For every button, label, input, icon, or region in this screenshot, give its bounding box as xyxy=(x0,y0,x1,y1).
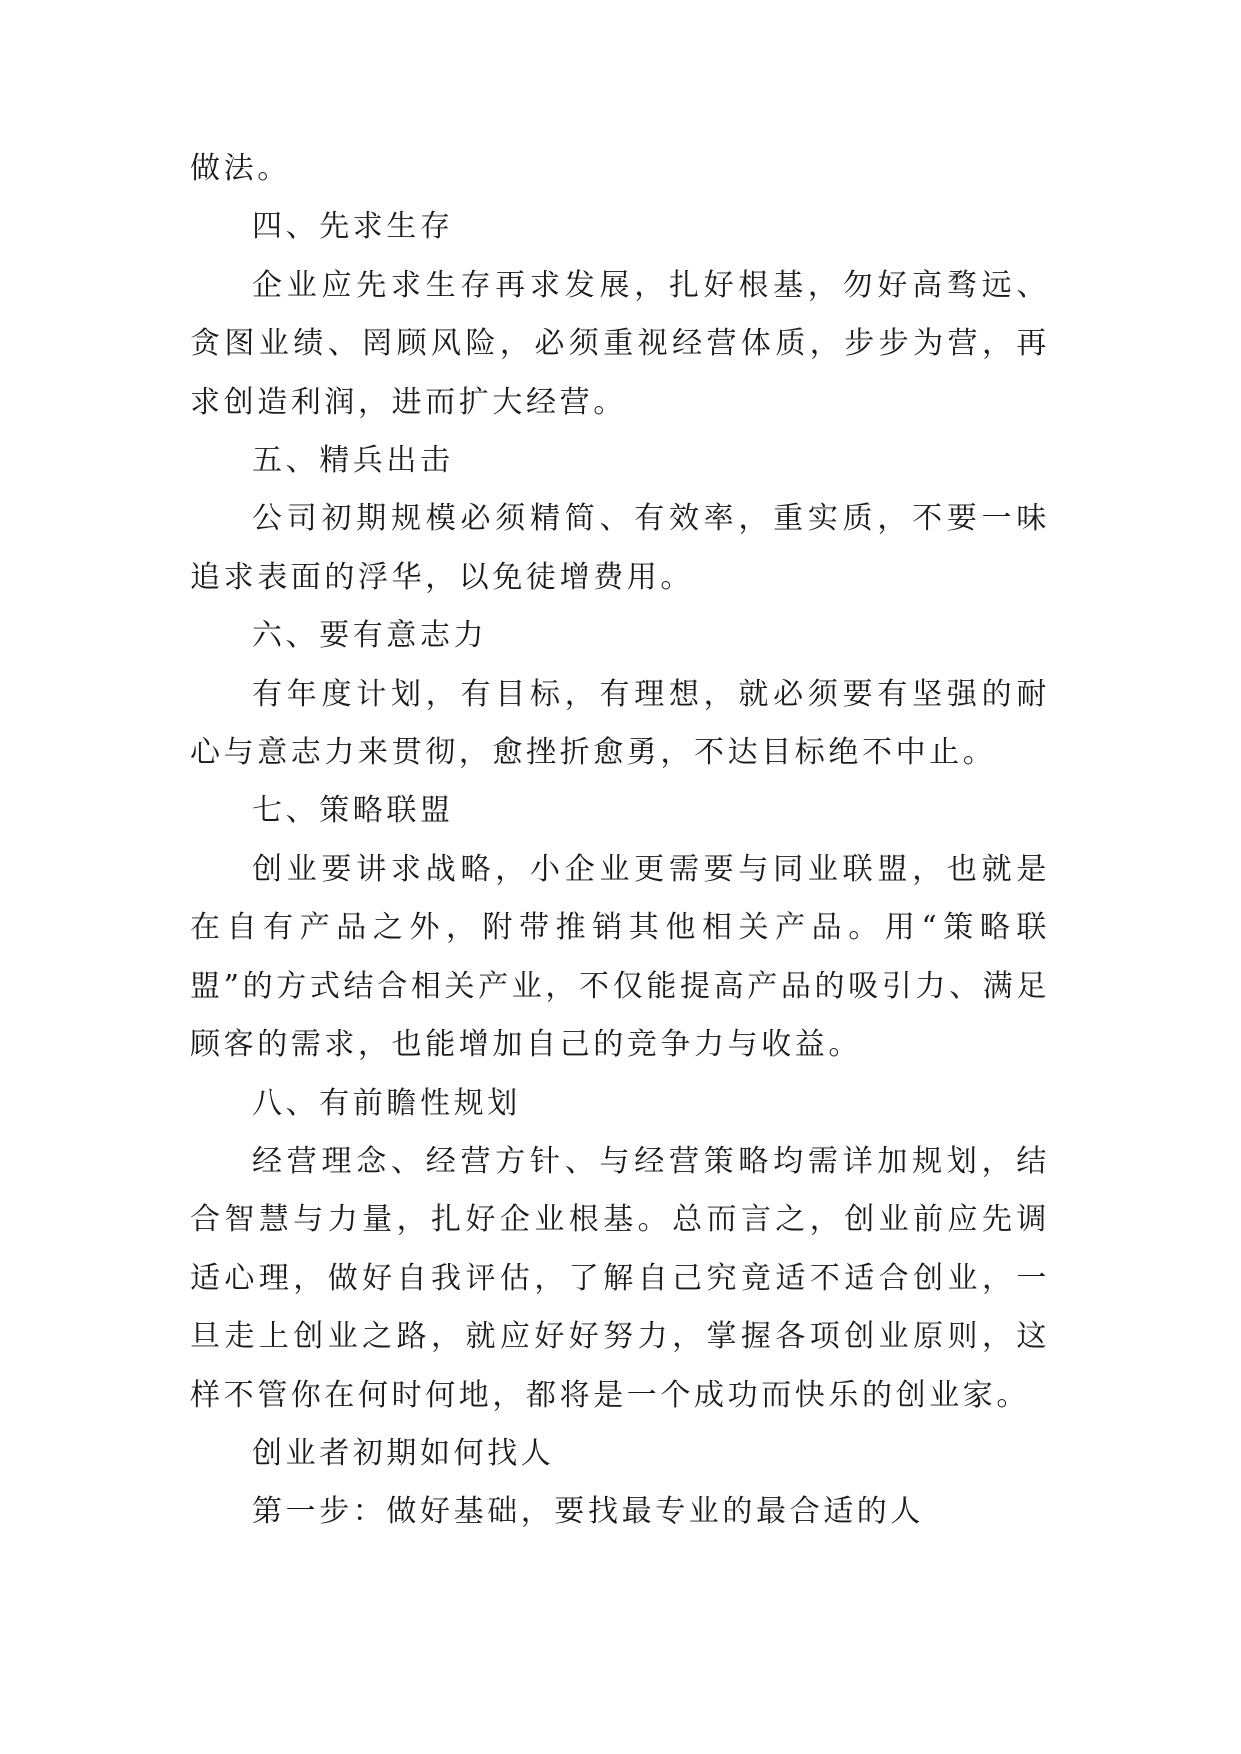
body-paragraph: 做法。 xyxy=(190,151,291,186)
body-paragraph: 第一步：做好基础，要找最专业的最合适的人 xyxy=(252,1494,924,1530)
body-paragraph: 经营理念、经营方针、与经营策略均需详加规划，结合智慧与力量，扎好企业根基。总而言之，创业前应先调适心理，做好自我评估，了解自己究竟适不适合创业，一旦走上创业之路，就应好好努力，掌握各项创业原则，这样不管你在何时何地，都将是一个成功而快乐的创业家。 xyxy=(190,1143,1050,1413)
section-heading: 创业者初期如何找人 xyxy=(252,1435,555,1471)
section-heading: 四、先求生存 xyxy=(252,209,454,245)
body-paragraph: 有年度计划，有目标，有理想，就必须要有坚强的耐心与意志力来贯彻，愈挫折愈勇，不达目标绝不中止。 xyxy=(190,676,1050,771)
body-paragraph: 公司初期规模必须精简、有效率，重实质，不要一味追求表面的浮华，以免徒增费用。 xyxy=(190,501,1050,595)
section-heading: 八、有前瞻性规划 xyxy=(252,1085,521,1121)
section-heading: 六、要有意志力 xyxy=(252,618,488,654)
body-paragraph: 创业要讲求战略，小企业更需要与同业联盟，也就是在自有产品之外，附带推销其他相关产品。用“策略联盟”的方式结合相关产业，不仅能提高产品的吸引力、满足顾客的需求，也能增加自己的竞争力与收益。 xyxy=(190,851,1050,1063)
body-paragraph: 企业应先求生存再求发展，扎好根基，勿好高骛远、贪图业绩、罔顾风险，必须重视经营体质，步步为营，再求创造利润，进而扩大经营。 xyxy=(190,267,1050,420)
document-page xyxy=(190,140,1050,1542)
section-heading: 七、策略联盟 xyxy=(252,793,454,829)
section-heading: 五、精兵出击 xyxy=(252,443,454,479)
